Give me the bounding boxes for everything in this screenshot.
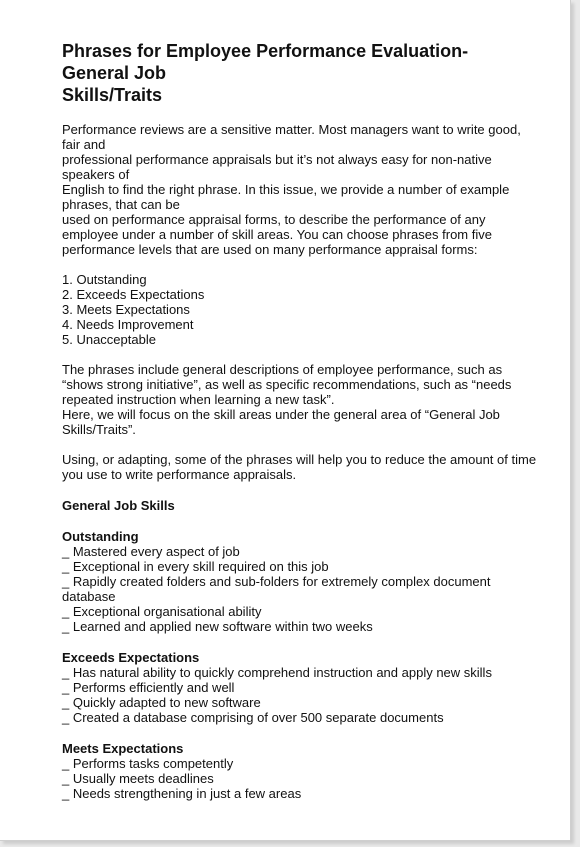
title-line: Skills/Traits: [62, 85, 163, 105]
spacer: [62, 257, 554, 272]
list-item: _ Usually meets deadlines: [62, 771, 214, 786]
intro-line: employee under a number of skill areas. You can choose phrases from five: [62, 227, 492, 242]
list-item: _ Needs strengthening in just a few areas: [62, 786, 302, 801]
document-title: [62, 40, 554, 106]
title-line: Phrases for Employee Performance Evaluation-: [62, 41, 469, 61]
section-heading: General Job Skills: [62, 498, 175, 513]
performance-levels-list: [62, 272, 554, 347]
description-paragraph: [62, 362, 554, 437]
intro-line: used on performance appraisal forms, to describe the performance of any: [62, 212, 486, 227]
usage-paragraph: [62, 452, 554, 482]
level-item: 2. Exceeds Expectations: [62, 287, 205, 302]
intro-line: Performance reviews are a sensitive matter. Most managers want to write good,: [62, 122, 521, 137]
description-line: repeated instruction when learning a new task”.: [62, 392, 335, 407]
list-item: _ Created a database comprising of over 500 separate documents: [62, 710, 444, 725]
list-item: _ Rapidly created folders and sub-folders for extremely complex document: [62, 574, 491, 589]
description-line: Skills/Traits”.: [62, 422, 136, 437]
document-body: [62, 40, 554, 801]
description-line: “shows strong initiative”, as well as specific recommendations, such as “needs: [62, 377, 512, 392]
description-line: Here, we will focus on the skill areas under the general area of “General Job: [62, 407, 500, 422]
intro-line: phrases, that can be: [62, 197, 180, 212]
outstanding-list: [62, 544, 554, 634]
list-item: _ Mastered every aspect of job: [62, 544, 240, 559]
meets-list: [62, 756, 554, 801]
meets-heading: Meets Expectations: [62, 741, 184, 756]
usage-line: Using, or adapting, some of the phrases will help you to reduce the amount of time: [62, 452, 537, 467]
intro-paragraph: [62, 122, 554, 257]
list-item: database: [62, 589, 116, 604]
level-item: 4. Needs Improvement: [62, 317, 194, 332]
level-item: 5. Unacceptable: [62, 332, 156, 347]
description-line: The phrases include general descriptions of employee performance, such as: [62, 362, 503, 377]
list-item: _ Learned and applied new software within two weeks: [62, 619, 373, 634]
exceeds-list: [62, 665, 554, 725]
list-item: _ Exceptional in every skill required on this job: [62, 559, 329, 574]
spacer: [62, 437, 554, 452]
level-item: 3. Meets Expectations: [62, 302, 190, 317]
list-item: _ Quickly adapted to new software: [62, 695, 261, 710]
exceeds-heading: Exceeds Expectations: [62, 650, 200, 665]
usage-line: you use to write performance appraisals.: [62, 467, 297, 482]
level-item: 1. Outstanding: [62, 272, 147, 287]
list-item: _ Performs tasks competently: [62, 756, 234, 771]
intro-line: professional performance appraisals but it’s not always easy for non-native: [62, 152, 492, 167]
list-item: _ Has natural ability to quickly comprehend instruction and apply new skills: [62, 665, 492, 680]
intro-line: fair and: [62, 137, 106, 152]
outstanding-heading: Outstanding: [62, 529, 139, 544]
intro-line: English to find the right phrase. In this issue, we provide a number of example: [62, 182, 510, 197]
spacer: [62, 347, 554, 362]
list-item: _ Performs efficiently and well: [62, 680, 235, 695]
intro-line: speakers of: [62, 167, 130, 182]
list-item: _ Exceptional organisational ability: [62, 604, 262, 619]
intro-line: performance levels that are used on many performance appraisal forms:: [62, 242, 478, 257]
title-line: General Job: [62, 63, 167, 83]
